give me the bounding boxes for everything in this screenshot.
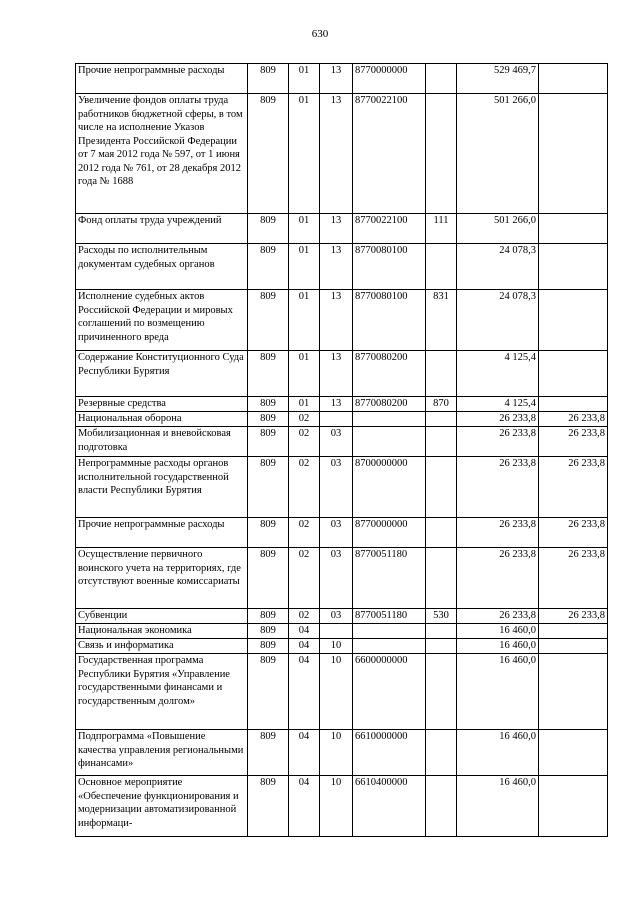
row-subsection-code-cell: 13 [320, 214, 353, 244]
row-amount-total-cell: 26 233,8 [457, 457, 539, 518]
table-row [76, 427, 608, 457]
row-ministry-code-cell: 809 [248, 64, 289, 94]
row-amount-federal-cell [539, 654, 608, 730]
row-target-article-cell: 8770000000 [353, 64, 426, 94]
row-target-article-cell: 6610000000 [353, 730, 426, 776]
row-target-article-cell [353, 639, 426, 654]
table-row [76, 624, 608, 639]
row-subsection-code-cell: 13 [320, 351, 353, 397]
row-subsection-code-cell: 10 [320, 654, 353, 730]
row-name-cell: Подпрограмма «Повышение качества управления региональными финансами» [76, 730, 248, 776]
table-row [76, 412, 608, 427]
row-name-cell: Резервные средства [76, 397, 248, 412]
row-expense-type-cell [426, 412, 457, 427]
row-name-cell: Прочие непрограммные расходы [76, 518, 248, 548]
row-section-code-cell: 04 [289, 654, 320, 730]
row-amount-total-cell: 26 233,8 [457, 518, 539, 548]
row-section-code-cell: 02 [289, 412, 320, 427]
row-expense-type-cell [426, 548, 457, 609]
row-ministry-code-cell: 809 [248, 624, 289, 639]
row-name-cell: Фонд оплаты труда учреждений [76, 214, 248, 244]
row-amount-total-cell: 24 078,3 [457, 290, 539, 351]
row-subsection-code-cell: 03 [320, 518, 353, 548]
row-amount-total-cell: 24 078,3 [457, 244, 539, 290]
row-name-cell: Исполнение судебных актов Российской Федерации и мировых соглашений по возмещению причиненного вреда [76, 290, 248, 351]
row-name-cell: Субвенции [76, 609, 248, 624]
table-row [76, 548, 608, 609]
row-name-cell: Прочие непрограммные расходы [76, 64, 248, 94]
row-subsection-code-cell: 13 [320, 397, 353, 412]
row-ministry-code-cell: 809 [248, 214, 289, 244]
row-target-article-cell: 8770051180 [353, 548, 426, 609]
row-target-article-cell [353, 412, 426, 427]
row-section-code-cell: 01 [289, 244, 320, 290]
row-expense-type-cell [426, 64, 457, 94]
row-amount-total-cell: 16 460,0 [457, 776, 539, 837]
table-row [76, 214, 608, 244]
row-amount-total-cell: 501 266,0 [457, 94, 539, 214]
row-expense-type-cell [426, 730, 457, 776]
row-section-code-cell: 01 [289, 214, 320, 244]
table-row [76, 457, 608, 518]
row-amount-total-cell: 26 233,8 [457, 427, 539, 457]
row-subsection-code-cell: 03 [320, 609, 353, 624]
row-expense-type-cell [426, 654, 457, 730]
row-amount-total-cell: 529 469,7 [457, 64, 539, 94]
row-expense-type-cell [426, 94, 457, 214]
row-section-code-cell: 02 [289, 427, 320, 457]
row-subsection-code-cell: 10 [320, 730, 353, 776]
row-amount-federal-cell: 26 233,8 [539, 518, 608, 548]
row-amount-federal-cell [539, 397, 608, 412]
row-amount-total-cell: 16 460,0 [457, 639, 539, 654]
row-subsection-code-cell: 10 [320, 776, 353, 837]
row-section-code-cell: 01 [289, 290, 320, 351]
table-row [76, 609, 608, 624]
row-section-code-cell: 04 [289, 639, 320, 654]
row-expense-type-cell [426, 639, 457, 654]
row-ministry-code-cell: 809 [248, 244, 289, 290]
row-expense-type-cell [426, 427, 457, 457]
row-subsection-code-cell: 10 [320, 639, 353, 654]
row-amount-total-cell: 16 460,0 [457, 654, 539, 730]
row-ministry-code-cell: 809 [248, 427, 289, 457]
row-subsection-code-cell: 13 [320, 290, 353, 351]
table-row [76, 244, 608, 290]
row-name-cell: Содержание Конституционного Суда Республики Бурятия [76, 351, 248, 397]
row-subsection-code-cell: 13 [320, 244, 353, 290]
row-target-article-cell: 6610400000 [353, 776, 426, 837]
row-expense-type-cell: 870 [426, 397, 457, 412]
row-subsection-code-cell: 03 [320, 427, 353, 457]
row-amount-federal-cell [539, 244, 608, 290]
row-section-code-cell: 02 [289, 457, 320, 518]
row-amount-federal-cell [539, 351, 608, 397]
row-name-cell: Увеличение фондов оплаты труда работников бюджетной сферы, в том числе на исполнение Указов Президента Российской Федерации от 7 мая 2012 года № 597, от 1 июня 2012 года № 761, от 28 декабря 2012 года № 1688 [76, 94, 248, 214]
budget-table-body [76, 64, 608, 837]
row-ministry-code-cell: 809 [248, 94, 289, 214]
row-ministry-code-cell: 809 [248, 654, 289, 730]
row-name-cell: Непрограммные расходы органов исполнительной государственной власти Республики Бурятия [76, 457, 248, 518]
table-row [76, 397, 608, 412]
row-amount-federal-cell: 26 233,8 [539, 457, 608, 518]
row-subsection-code-cell: 13 [320, 64, 353, 94]
row-section-code-cell: 01 [289, 64, 320, 94]
row-ministry-code-cell: 809 [248, 548, 289, 609]
table-row [76, 351, 608, 397]
row-amount-total-cell: 501 266,0 [457, 214, 539, 244]
row-section-code-cell: 04 [289, 730, 320, 776]
table-row [76, 64, 608, 94]
row-expense-type-cell: 831 [426, 290, 457, 351]
row-ministry-code-cell: 809 [248, 397, 289, 412]
row-expense-type-cell [426, 624, 457, 639]
row-ministry-code-cell: 809 [248, 776, 289, 837]
row-amount-federal-cell: 26 233,8 [539, 412, 608, 427]
row-name-cell: Национальная экономика [76, 624, 248, 639]
row-section-code-cell: 02 [289, 548, 320, 609]
row-expense-type-cell [426, 351, 457, 397]
row-expense-type-cell [426, 776, 457, 837]
row-name-cell: Национальная оборона [76, 412, 248, 427]
row-amount-federal-cell [539, 290, 608, 351]
row-ministry-code-cell: 809 [248, 351, 289, 397]
row-name-cell: Основное мероприятие «Обеспечение функционирования и модернизации автоматизированной информаци- [76, 776, 248, 837]
row-ministry-code-cell: 809 [248, 412, 289, 427]
row-subsection-code-cell: 03 [320, 548, 353, 609]
row-name-cell: Связь и информатика [76, 639, 248, 654]
row-name-cell: Мобилизационная и вневойсковая подготовка [76, 427, 248, 457]
row-amount-total-cell: 26 233,8 [457, 412, 539, 427]
row-section-code-cell: 04 [289, 776, 320, 837]
row-amount-federal-cell [539, 214, 608, 244]
row-target-article-cell: 8770080200 [353, 397, 426, 412]
row-expense-type-cell: 111 [426, 214, 457, 244]
row-name-cell: Расходы по исполнительным документам судебных органов [76, 244, 248, 290]
row-section-code-cell: 02 [289, 609, 320, 624]
row-target-article-cell: 8770022100 [353, 214, 426, 244]
row-amount-total-cell: 26 233,8 [457, 548, 539, 609]
row-target-article-cell: 8770000000 [353, 518, 426, 548]
row-section-code-cell: 01 [289, 397, 320, 412]
row-amount-total-cell: 16 460,0 [457, 624, 539, 639]
table-row [76, 518, 608, 548]
row-target-article-cell: 8770080200 [353, 351, 426, 397]
row-amount-federal-cell: 26 233,8 [539, 548, 608, 609]
row-section-code-cell: 04 [289, 624, 320, 639]
row-ministry-code-cell: 809 [248, 609, 289, 624]
row-target-article-cell: 8770022100 [353, 94, 426, 214]
table-row [76, 290, 608, 351]
row-ministry-code-cell: 809 [248, 457, 289, 518]
row-amount-total-cell: 4 125,4 [457, 351, 539, 397]
budget-table [75, 63, 608, 837]
row-subsection-code-cell: 13 [320, 94, 353, 214]
row-expense-type-cell [426, 518, 457, 548]
row-amount-federal-cell [539, 94, 608, 214]
row-section-code-cell: 02 [289, 518, 320, 548]
table-row [76, 94, 608, 214]
row-subsection-code-cell: 03 [320, 457, 353, 518]
row-ministry-code-cell: 809 [248, 518, 289, 548]
table-row [76, 776, 608, 837]
row-target-article-cell: 8770080100 [353, 290, 426, 351]
row-expense-type-cell [426, 244, 457, 290]
table-row [76, 730, 608, 776]
row-section-code-cell: 01 [289, 94, 320, 214]
row-amount-federal-cell: 26 233,8 [539, 609, 608, 624]
row-ministry-code-cell: 809 [248, 639, 289, 654]
row-amount-federal-cell [539, 639, 608, 654]
row-expense-type-cell [426, 457, 457, 518]
row-target-article-cell: 8770051180 [353, 609, 426, 624]
row-amount-federal-cell: 26 233,8 [539, 427, 608, 457]
row-ministry-code-cell: 809 [248, 730, 289, 776]
row-section-code-cell: 01 [289, 351, 320, 397]
row-target-article-cell [353, 427, 426, 457]
row-target-article-cell [353, 624, 426, 639]
row-amount-total-cell: 26 233,8 [457, 609, 539, 624]
row-amount-federal-cell [539, 624, 608, 639]
row-amount-total-cell: 4 125,4 [457, 397, 539, 412]
row-subsection-code-cell [320, 412, 353, 427]
row-expense-type-cell: 530 [426, 609, 457, 624]
row-amount-total-cell: 16 460,0 [457, 730, 539, 776]
page-number: 630 [311, 28, 329, 40]
row-target-article-cell: 8770080100 [353, 244, 426, 290]
table-row [76, 654, 608, 730]
row-subsection-code-cell [320, 624, 353, 639]
row-target-article-cell: 6600000000 [353, 654, 426, 730]
table-row [76, 639, 608, 654]
row-amount-federal-cell [539, 776, 608, 837]
row-amount-federal-cell [539, 64, 608, 94]
row-amount-federal-cell [539, 730, 608, 776]
row-name-cell: Государственная программа Республики Бурятия «Управление государственными финансами и государственным долгом» [76, 654, 248, 730]
row-ministry-code-cell: 809 [248, 290, 289, 351]
row-target-article-cell: 8700000000 [353, 457, 426, 518]
row-name-cell: Осуществление первичного воинского учета на территориях, где отсутствуют военные комиссариаты [76, 548, 248, 609]
